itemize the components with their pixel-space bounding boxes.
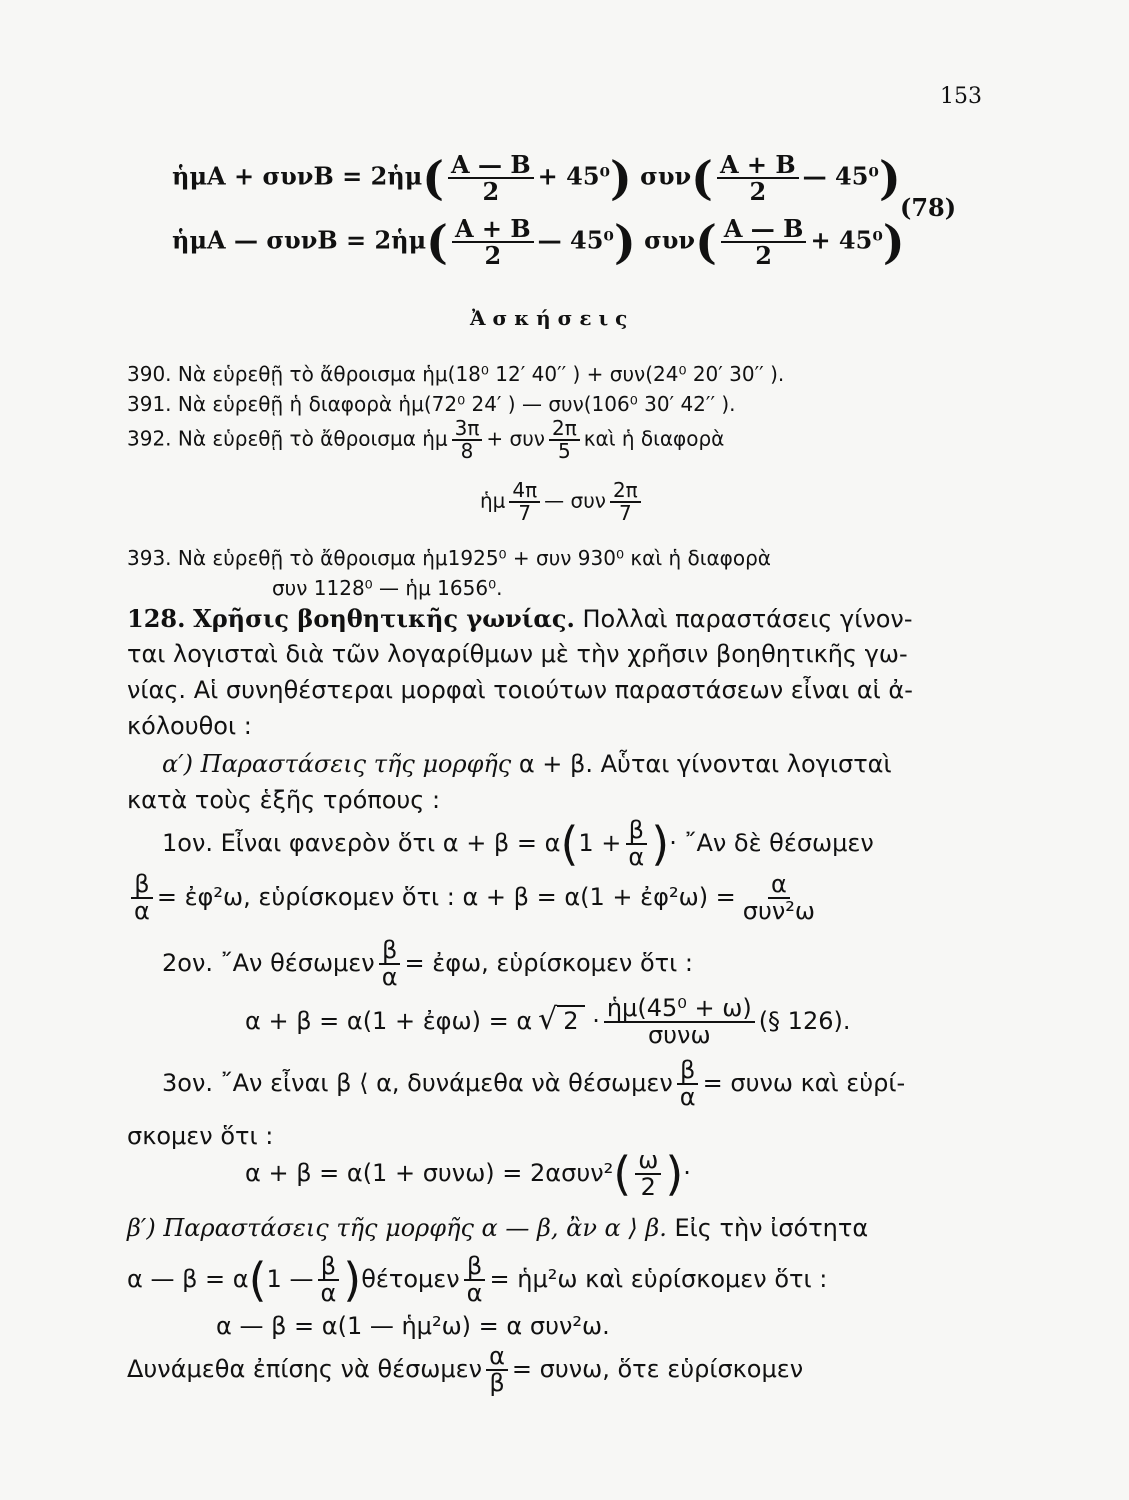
part-a-expr: α + β.	[518, 750, 593, 778]
section-title: Χρῆσις βοηθητικῆς γωνίας.	[193, 604, 575, 633]
case-3-line-1	[162, 1058, 905, 1110]
case1-l2-r-num: α	[768, 872, 790, 899]
ex392-f3-num: 4π	[509, 480, 540, 503]
case2-sqrt: 2	[557, 1005, 584, 1035]
f78-l1-cos: συν	[640, 161, 692, 191]
f78-l2-tail: + 45⁰	[810, 225, 883, 255]
formula-78-line-1: ἡμA + συνB = 2ἡμ( $\frac{A — B}{2}$ + 45⁰) συν( $\frac{A + B}{2}$ — 45⁰)	[172, 150, 901, 207]
formula-78-line-2: ἡμA — συνB = 2ἡμ( $\frac{A + B}{2}$ — 45⁰) συν( $\frac{A — B}{2}$ + 45⁰)	[172, 214, 905, 271]
case-1-line-1: 1ον. Εἶναι φανερὸν ὅτι α + β = α(1 + $\frac{\beta}{\alpha}$ )· ῎Αν δὲ θέσωμεν	[162, 816, 874, 872]
case1-l2-r-den: συν²ω	[742, 897, 816, 926]
case2-f-den: α	[381, 963, 398, 992]
case1-inner: 1 +	[578, 829, 622, 858]
part-b-line-2: α — β = α(1 — $\frac{\beta}{\alpha}$ )θέτομεν $\frac{\beta}{\alpha}$ = ἡμ²ω καὶ εὑρίσκομεν ὅτι :	[127, 1252, 828, 1308]
ex392-text-b: + συν	[486, 426, 545, 451]
section-128-line-1	[127, 604, 912, 633]
case-2-line-1	[162, 938, 693, 990]
f78-l2-f2-num: A — B	[721, 216, 807, 243]
case3-eq-lhs: α + β = α(1 + συνω) = 2ασυν²	[245, 1159, 614, 1188]
exercises-heading: Ἀ σ κ ή σ ε ι ς	[470, 306, 628, 330]
f78-l1-mid: + 45⁰	[537, 161, 611, 191]
section-number: 128.	[127, 604, 186, 633]
part-b-line-3: α — β = α(1 — ἡμ²ω) = α συν²ω.	[216, 1312, 610, 1340]
case2-ref: (§ 126).	[758, 1007, 851, 1036]
ex392-f2-num: 2π	[549, 418, 580, 441]
case1-l2-text: = ἐφ²ω, εὑρίσκομεν ὅτι : α + β = α(1 + ἐφ²ω) =	[156, 883, 736, 912]
f78-l2-f1-num: A + B	[452, 216, 534, 243]
case3-lead: 3ον. ῎Αν εἶναι β ⟨ α, δυνάμεθα νὰ θέσωμεν	[162, 1069, 673, 1098]
f78-l1-tail: — 45⁰	[802, 161, 879, 191]
part-a-rest: Αὗται γίνονται λογισταὶ	[600, 750, 892, 778]
case-2-equation: α + β = α(1 + ἐφω) = α √ 2 · $\frac{\text{ἡμ(45⁰ + ω)}}{\text{συνω}}$ (§ 126).	[245, 994, 851, 1050]
case1-l2-f-num: β	[131, 872, 152, 899]
f78-l2-mid: — 45⁰	[537, 225, 614, 255]
f78-l1-f2-num: A + B	[717, 152, 799, 179]
ex392-text-d: ἡμ	[480, 488, 506, 513]
case3-f-num: β	[677, 1058, 698, 1085]
case3-eq-tail: ·	[683, 1159, 691, 1188]
case2-dot: ·	[592, 1007, 600, 1036]
case-3-line-2: σκομεν ὅτι :	[127, 1122, 274, 1150]
equation-label-78: (78)	[900, 193, 957, 222]
f78-l2-f2-den: 2	[755, 241, 772, 271]
exercise-391: 391. Νὰ εὑρεθῇ ἡ διαφορὰ ἡμ(72⁰ 24′ ) — συν(106⁰ 30′ 42′′ ).	[127, 392, 736, 416]
ex392-f3-den: 7	[518, 501, 532, 525]
part-b-l2-c: = ἡμ²ω καὶ εὑρίσκομεν ὅτι :	[489, 1265, 828, 1294]
part-a-line-2: κατὰ τοὺς ἑξῆς τρόπους :	[127, 786, 441, 814]
ex392-f1-num: 3π	[452, 418, 483, 441]
part-b-l2-f-den: α	[320, 1279, 337, 1308]
exercise-393-line-1: 393. Νὰ εὑρεθῇ τὸ ἄθροισμα ἡμ1925⁰ + συν 930⁰ καὶ ἡ διαφορὰ	[127, 546, 771, 570]
exercise-392-line-2	[480, 480, 645, 524]
case1-f-den: α	[628, 843, 645, 872]
f78-l1-f1-den: 2	[482, 177, 500, 207]
part-a-heading: α′) Παραστάσεις τῆς μορφῆς	[162, 750, 512, 778]
f78-l2-lhs: ἡμA — συνB = 2ἡμ	[172, 225, 427, 255]
ex392-f4-den: 7	[618, 501, 632, 525]
case1-f-num: β	[626, 818, 647, 845]
case3-e-num: ω	[635, 1148, 661, 1175]
case3-e-den: 2	[640, 1173, 656, 1202]
last-after: = συνω, ὅτε εὑρίσκομεν	[511, 1355, 804, 1384]
case2-lead: 2ον. ῎Αν θέσωμεν	[162, 949, 375, 978]
ex392-text-a: 392. Νὰ εὑρεθῇ τὸ ἄθροισμα ἡμ	[127, 426, 448, 451]
f78-l1-f2-den: 2	[749, 177, 767, 207]
part-b-l2-f2-num: β	[464, 1254, 485, 1281]
exercise-393-line-2: συν 1128⁰ — ἡμ 1656⁰.	[272, 576, 503, 600]
case2-r-num: ἡμ(45⁰ + ω)	[604, 996, 755, 1023]
case2-f-num: β	[379, 938, 400, 965]
case3-after: = συνω καὶ εὑρί-	[702, 1069, 906, 1098]
case1-lead: 1ον. Εἶναι φανερὸν ὅτι α + β = α	[162, 829, 561, 858]
exercise-390: 390. Νὰ εὑρεθῇ τὸ ἄθροισμα ἡμ(18⁰ 12′ 40′′ ) + συν(24⁰ 20′ 30′′ ).	[127, 362, 785, 386]
case2-eq-lhs: α + β = α(1 + ἐφω) = α	[245, 1007, 533, 1036]
part-b-l2-inner: 1 —	[266, 1265, 314, 1294]
case1-l2-f-den: α	[134, 897, 150, 926]
page-number: 153	[940, 84, 982, 109]
case3-f-den: α	[679, 1083, 696, 1112]
ex392-f2-den: 5	[557, 439, 571, 463]
last-f-den: β	[489, 1369, 505, 1398]
part-a-line-1	[162, 750, 892, 778]
part-b-l2-a: α — β = α	[127, 1265, 249, 1294]
ex392-f1-den: 8	[460, 439, 474, 463]
case2-r-den: συνω	[647, 1021, 711, 1050]
f78-l2-cos: συν	[644, 225, 696, 255]
ex392-f4-num: 2π	[610, 480, 641, 503]
last-line	[127, 1344, 803, 1396]
case-1-line-2	[127, 872, 822, 924]
last-lead: Δυνάμεθα ἐπίσης νὰ θέσωμεν	[127, 1355, 483, 1384]
last-f-num: α	[486, 1344, 508, 1371]
section-intro-2: ται λογισταὶ διὰ τῶν λογαρίθμων μὲ τὴν χρῆσιν βοηθητικῆς γω-	[127, 640, 908, 668]
ex392-text-c: καὶ ἡ διαφορὰ	[583, 426, 725, 451]
f78-l1-lhs: ἡμA + συνB = 2ἡμ	[172, 161, 423, 191]
part-b-rest: Εἰς τὴν ἰσότητα	[674, 1214, 869, 1242]
case2-after: = ἐφω, εὑρίσκομεν ὅτι :	[404, 949, 693, 978]
part-b-l2-b: θέτομεν	[361, 1265, 460, 1294]
f78-l2-f1-den: 2	[484, 241, 502, 271]
case-3-equation: α + β = α(1 + συνω) = 2ασυν²( $\frac{\omega}{2}$ )·	[245, 1146, 691, 1202]
section-intro-1: Πολλαὶ παραστάσεις γίνον-	[582, 605, 913, 633]
section-intro-3: νίας. Αἱ συνηθέστεραι μορφαὶ τοιούτων παραστάσεων εἶναι αἱ ἀ-	[127, 676, 913, 704]
exercise-392-line-1	[127, 418, 724, 462]
section-intro-4: κόλουθοι :	[127, 712, 252, 740]
part-b-l2-f-num: β	[318, 1254, 339, 1281]
part-b-line-1	[127, 1214, 868, 1242]
case1-after: · ῎Αν δὲ θέσωμεν	[669, 829, 874, 858]
f78-l1-f1-num: A — B	[448, 152, 534, 179]
ex392-text-e: — συν	[544, 488, 606, 513]
part-b-l2-f2-den: α	[466, 1279, 483, 1308]
part-b-heading: β′) Παραστάσεις τῆς μορφῆς α — β, ἂν α ⟩ β.	[127, 1214, 667, 1242]
